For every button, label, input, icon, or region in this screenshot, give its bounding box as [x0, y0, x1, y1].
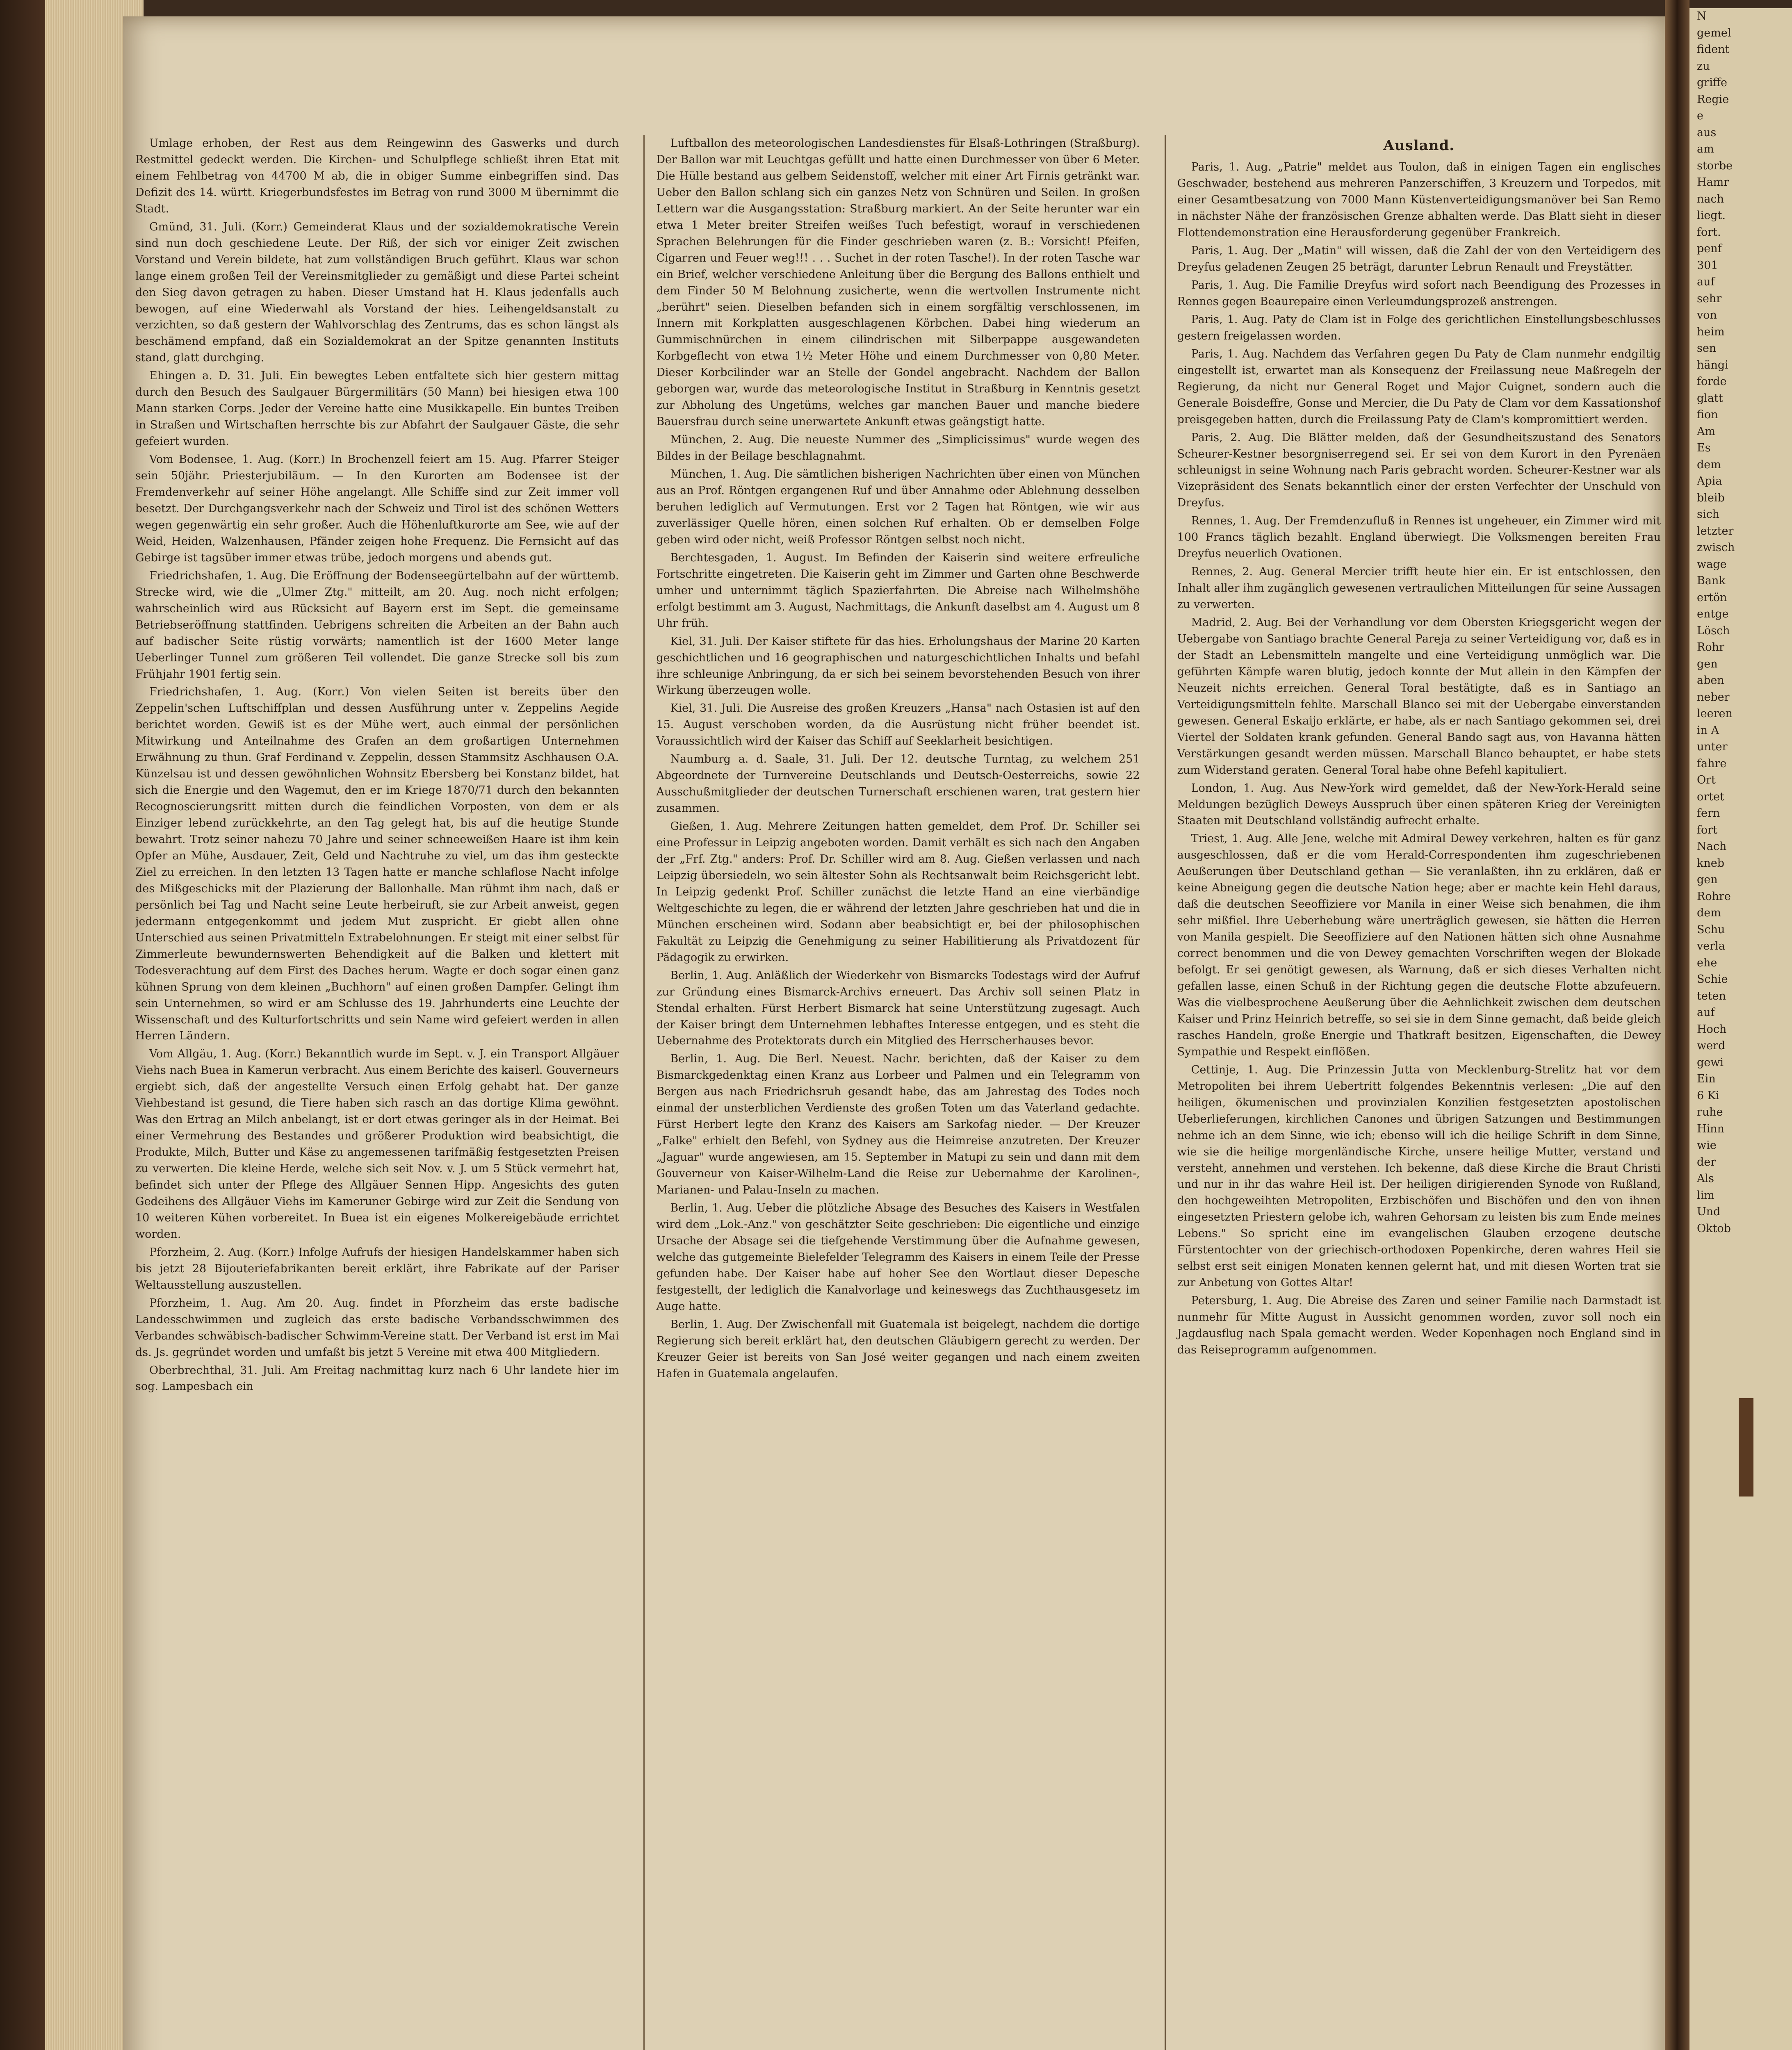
facing-page-line: penf [1697, 242, 1722, 255]
article-paragraph: Kiel, 31. Juli. Der Kaiser stiftete für das hies. Erholungshaus der Marine 20 Karten geschichtlichen und 16 geographischen und naturgeschichtlichen Inhalts und befahl ihre schleunige Anbringung, da er sich bei seinem bevorstehenden Besuch von ihrer Wirkung überzeugen wolle. [656, 635, 1140, 697]
facing-page-line: lim [1697, 1189, 1714, 1202]
article-paragraph: Friedrichshafen, 1. Aug. (Korr.) Von vielen Seiten ist bereits über den Zeppelin'schen Luftschiffplan und dessen Ausführung unter v. Zeppelins Aegide berichtet worden. Gewiß ist es der Mühe wert, auch einmal der persönlichen Mitwirkung und Anteilnahme des Grafen an dem großartigen Unternehmen Erwähnung zu thun. Graf Ferdinand v. Zeppelin, dessen Stammsitz Aschhausen O.A. Künzelsau ist und dessen gewöhnlichen Wohnsitz Ebersberg bei Konstanz bildet, hat sich die Energie und den Wagemut, den er im Kriege 1870/71 durch den bekannten Recognoscierungsritt mitten durch die feindlichen Vorposten, von dem er als Einziger lebend zurückkehrte, an den Tag gelegt hat, bis auf die heutige Stunde bewahrt. Trotz seiner nahezu 70 Jahre und seiner schneeweißen Haare ist ihm kein Opfer an Mühe, Ausdauer, Zeit, Geld und Nachtruhe zu viel, um das ihm gesteckte Ziel zu erreichen. In den letzten 13 Tagen hatte er manche schlaflose Nacht infolge des Mißgeschicks mit der Plazierung der Ballonhalle. Man rühmt ihm nach, daß er persönlich bei Tag und Nacht seine Leute herbeiruft, sie zur Arbeit anweist, gegen jedermann entgegenkommt und jedem Mut zuspricht. Er giebt allen ohne Unterschied aus seinen Privatmitteln Extrabelohnungen. Er steigt mit einer selbst für Zimmerleute bewundernswerten Behendigkeit auf die Balken und klettert mit Todesverachtung auf dem First des Daches herum. Wagte er doch sogar einen ganz kühnen Sprung von dem kleinen „Buchhorn" auf einen großen Dampfer. Gelingt ihm sein Unternehmen, so wird er am Schlusse des 19. Jahrhunderts eine Leuchte der Wissenschaft und des Kulturfortschritts und sein Name wird gefeiert werden in allen Herren Ländern. [135, 686, 619, 1043]
article-paragraph: Berchtesgaden, 1. August. Im Befinden der Kaiserin sind weitere erfreuliche Fortschritte eingetreten. Die Kaiserin geht im Zimmer und Garten ohne Beschwerde umher und unternimmt täglich Spazierfahrten. Die Abreise nach Wilhelmshöhe erfolgt bestimmt am 3. August, Nachmittags, die Ankunft daselbst am 4. August um 8 Uhr früh. [656, 551, 1140, 630]
article-paragraph: Gießen, 1. Aug. Mehrere Zeitungen hatten gemeldet, dem Prof. Dr. Schiller sei eine Professur in Leipzig angeboten worden. Damit verhält es sich nach den Angaben der „Frf. Ztg." anders: Prof. Dr. Schiller wird am 8. Aug. Gießen verlassen und nach Leipzig übersiedeln, wo sein ältester Sohn als Rechtsanwalt beim Reichsgericht lebt. In Leipzig gedenkt Prof. Schiller zunächst die letzte Hand an eine vierbändige Weltgeschichte zu legen, die er während der letzten Jahre geschrieben hat und die in München erscheinen wird. Sodann aber beabsichtigt er, bei der philosophischen Fakultät zu Leipzig die Genehmigung zu seiner Habilitierung als Privatdozent für Pädagogik zu erwirken. [656, 820, 1140, 964]
facing-page-line: Regie [1697, 93, 1729, 106]
article-paragraph: Berlin, 1. Aug. Anläßlich der Wiederkehr von Bismarcks Todestags wird der Aufruf zur Gründung eines Bismarck-Archivs erneuert. Das Archiv soll seinen Platz in Stendal erhalten. Fürst Herbert Bismarck hat seine Unterstützung zugesagt. Auch der Kaiser bringt dem Unternehmen lebhaftes Interesse entgegen, und es steht die Uebernahme des Protektorats durch ein Mitglied des Herrscherhauses bevor. [656, 969, 1140, 1048]
article-paragraph: Petersburg, 1. Aug. Die Abreise des Zaren und seiner Familie nach Darmstadt ist nunmehr für Mitte August in Aussicht genommen worden, zuvor soll noch ein Jagdausflug nach Spala gemacht werden. Weder Kopenhagen noch England sind in das Reiseprogramm aufgenommen. [1177, 1294, 1661, 1356]
facing-page-line: Rohre [1697, 890, 1731, 903]
facing-page-line: Oktob [1697, 1222, 1731, 1235]
article-paragraph: Berlin, 1. Aug. Ueber die plötzliche Absage des Besuches des Kaisers in Westfalen wird dem „Lok.-Anz." von geschätzter Seite geschrieben: Die eigentliche und einzige Ursache der Absage sei die tiefgehende Verstimmung über die Aufnahme gewesen, welche das gutgemeinte Bielefelder Telegramm des Kaisers in einem Teile der Presse gefunden habe. Der Kaiser habe auf hoher See den Wortlaut dieser Depesche festgestellt, der lediglich die Kanalvorlage und keineswegs das Zuchthausgesetz im Auge hatte. [656, 1202, 1140, 1313]
facing-page-line: gemel [1697, 26, 1731, 39]
text-columns [135, 135, 1661, 2050]
facing-page-line: Hamr [1697, 176, 1729, 189]
facing-page-line: ortet [1697, 790, 1724, 803]
facing-page-line: am [1697, 143, 1714, 155]
facing-page-line: Rohr [1697, 641, 1724, 654]
article-paragraph: München, 2. Aug. Die neueste Nummer des „Simplicissimus" wurde wegen des Bildes in der Beilage beschlagnahmt. [656, 433, 1140, 463]
facing-page-line: verla [1697, 940, 1725, 952]
facing-page-line: gen [1697, 873, 1718, 886]
article-paragraph: München, 1. Aug. Die sämtlichen bisherigen Nachrichten über einen von München aus an Prof. Röntgen ergangenen Ruf und über Annahme oder Ablehnung desselben beruhen lediglich auf Vermutungen. Erst vor 2 Tagen hat Röntgen, wie wir aus zuverlässiger Quelle hören, einen solchen Ruf erhalten. Ob er demselben Folge geben wird oder nicht, weiß Professor Röntgen selbst noch nicht. [656, 468, 1140, 546]
facing-page-line: Hoch [1697, 1023, 1727, 1036]
facing-page-line: Bank [1697, 574, 1726, 587]
facing-page-line: ertön [1697, 591, 1727, 604]
article-paragraph: Triest, 1. Aug. Alle Jene, welche mit Admiral Dewey verkehren, halten es für ganz ausgeschlossen, daß er die vom Herald-Correspondenten ihm zugeschriebenen Aeußerungen über Deutschland gethan — Sie veranlaßten, ihn zu erklären, daß er keine Abneigung gegen die deutsche Nation hege; aber er machte kein Hehl daraus, daß die deutschen Seeoffiziere vor Manila in einer Weise sich benahmen, die ihm sehr mißfiel. Ihre Ueberhebung wäre unerträglich gewesen, sie hätten die Herren von Manila gespielt. Die Seeoffiziere auf den Nationen hätten sich ohne Ausnahme correct benommen und die von Dewey gemachten Vorschriften wegen der Blokade befolgt. Er sei genötigt gewesen, als Warnung, daß er sich dieses Verhalten nicht gefallen lasse, einen Schuß in der Richtung gegen die deutsche Flotte abzufeuern. Was die vielbesprochene Aeußerung über die Aehnlichkeit zwischen dem deutschen Kaiser und Prinz Heinrich betreffe, so sei sie in dem Sinne gemacht, daß beide gleich rasches Handeln, große Energie und Thatkraft besitzen, Eigenschaften, die Dewey Sympathie und Respekt einflößen. [1177, 832, 1661, 1058]
column-2 [643, 135, 1140, 2050]
facing-page-line: Hinn [1697, 1122, 1724, 1135]
facing-page-line: Als [1697, 1172, 1714, 1185]
facing-page-line: auf [1697, 1006, 1715, 1019]
facing-page-line: fahre [1697, 757, 1727, 770]
facing-page-line: wage [1697, 558, 1727, 571]
facing-page-line: 301 [1697, 259, 1718, 272]
facing-page-line: liegt. [1697, 209, 1726, 222]
facing-page-line: kneb [1697, 856, 1725, 870]
facing-page-line: aus [1697, 126, 1717, 139]
facing-page-line: entge [1697, 608, 1729, 620]
article-paragraph: Madrid, 2. Aug. Bei der Verhandlung vor dem Obersten Kriegsgericht wegen der Uebergabe von Santiago brachte General Pareja zu seiner Verteidigung vor, daß es in der Stadt an Lebensmitteln mangelte und eine Verteidigung unmöglich war. Die geführten Kämpfe waren blutig, jedoch konnte der Mut allein in den Kämpfen der Neuzeit nichts erreichen. General Toral bestätigte, daß es in Santiago an Verteidigungsmitteln fehlte. Marschall Blanco sei mit der Uebergabe einverstanden gewesen. General Eskaijo erklärte, er habe, als er nach Santiago gekommen sei, drei Viertel der Soldaten krank gefunden. General Bando sagt aus, von Havanna hätten Verstärkungen gesandt werden müssen. Marschall Blanco behauptet, er habe stets zum Widerstand geraten. General Toral habe ohne Befehl kapituliert. [1177, 616, 1661, 777]
facing-page-line: forde [1697, 375, 1727, 388]
facing-page-line: Es [1697, 442, 1711, 454]
facing-page-line: zu [1697, 59, 1710, 73]
article-paragraph: Berlin, 1. Aug. Die Berl. Neuest. Nachr. berichten, daß der Kaiser zu dem Bismarckgedenktag einen Kranz aus Lorbeer und Palmen und ein Telegramm von Bergen aus nach Friedrichsruh gesandt habe, das am Jahrestag des Todes noch einmal der unsterblichen Verdienste des großen Toten um das Vaterland gedachte. Fürst Herbert legte den Kranz des Kaisers am Sarkofag nieder. — Der Kreuzer „Falke" erhielt den Befehl, von Sydney aus die Heimreise anzutreten. Der Kreuzer „Jaguar" wurde angewiesen, am 15. September in Matupi zu sein und dann mit dem Gouverneur von Kaiser-Wilhelm-Land die Reise zur Uebernahme der Karolinen-, Marianen- und Palau-Inseln zu machen. [656, 1052, 1140, 1197]
facing-page-line: N [1697, 10, 1707, 23]
article-paragraph: Kiel, 31. Juli. Die Ausreise des großen Kreuzers „Hansa" nach Ostasien ist auf den 15. August verschoben worden, da die Ausrüstung nicht früher beendet ist. Voraussichtlich wird der Kaiser das Schiff auf Seeklarheit besichtigen. [656, 702, 1140, 748]
facing-page-line: dem [1697, 907, 1721, 919]
article-paragraph: Gmünd, 31. Juli. (Korr.) Gemeinderat Klaus und der sozialdemokratische Verein sind nun doch geschiedene Leute. Der Riß, der sich vor einiger Zeit zwischen Vorstand und Verein bildete, hat zum vollständigen Bruch geführt. Klaus war schon lange einem großen Teil der Vereinsmitglieder zu gemäßigt und diese Partei scheint den Sieg davon getragen zu haben. Dieser Umstand hat H. Klaus jedenfalls auch bewogen, auf eine Wiederwahl als Vorstand der hies. Leihengeldsanstalt zu verzichten, so daß gestern der Wahlvorschlag des Zentrums, das es schon längst als beschämend empfand, daß ein Sozialdemokrat an der Spitze genannten Instituts stand, glatt durchging. [135, 220, 619, 364]
facing-page-line: neber [1697, 690, 1730, 704]
facing-page-line: griffe [1697, 76, 1727, 89]
article-paragraph: Luftballon des meteorologischen Landesdienstes für Elsaß-Lothringen (Straßburg). Der Ballon war mit Leuchtgas gefüllt und hatte einen Durchmesser von über 6 Meter. Die Hülle bestand aus gelbem Seidenstoff, welcher mit einer Art Firnis getränkt war. Ueber den Ballon schlang sich ein ganzes Netz von Schnüren und Seilen. In großen Lettern war die Ausgangsstation: Straßburg markiert. An der Seite herunter war ein etwa 1 Meter breiter Streifen weißes Tuch befestigt, worauf in verschiedenen Sprachen Belehrungen für die Finder geschrieben waren (z. B.: Vorsicht! Pfeifen, Cigarren und Feuer weg!!! . . . Suchet in der roten Tasche!). In der roten Tasche war ein Brief, welcher verschiedene Anleitung über die Bergung des Ballons enthielt und dem Finder 50 M Belohnung zusicherte, wenn die wertvollen Instrumente nicht „berührt" seien. Dieselben befanden sich in einem sorgfältig verschlossenen, im Innern mit Korkplatten ausgeschlagenen Körbchen. Dabei hing wiederum an Gummischnürchen in einem cilindrischen mit Silberpappe ausgewandeten Korbgeflecht von etwa 1½ Meter Höhe und einem Durchmesser von 0,80 Meter. Dieser Korbcilinder war an Stelle der Gondel angebracht. Nachdem der Ballon geborgen war, wurde das meteorologische Institut in Straßburg in Kenntnis gesetzt zur Abholung des Ungetüms, welches gar manchen Bauer und manche biedere Bauersfrau durch seine unerwartete Ankunft etwas geängstigt hatte. [656, 137, 1140, 428]
facing-page-line: bleib [1697, 491, 1725, 504]
article-paragraph: Paris, 1. Aug. Nachdem das Verfahren gegen Du Paty de Clam nunmehr endgiltig eingestellt ist, erwartet man als Konsequenz der Freilassung neue Maßregeln der Regierung, da nicht nur General Roget und Major Cuignet, sondern auch die Generale Boisdeffre, Gonse und Mercier, die Du Paty de Clam vor dem Kassationshof preisgegeben hatten, durch die Freilassung Paty de Clam's kompromittiert werden. [1177, 347, 1661, 426]
article-paragraph: Umlage erhoben, der Rest aus dem Reingewinn des Gaswerks und durch Restmittel gedeckt werden. Die Kirchen- und Schulpflege schließt ihren Etat mit einem Fehlbetrag von 44700 M ab, die in obiger Summe einbegriffen sind. Das Defizit des 14. württ. Kriegerbundsfestes im Betrag von rund 3000 M übernimmt die Stadt. [135, 137, 619, 215]
article-paragraph: Paris, 1. Aug. Die Familie Dreyfus wird sofort nach Beendigung des Prozesses in Rennes gegen Beaurepaire einen Verleumdungsprozeß anstrengen. [1177, 278, 1661, 308]
facing-page-line: sich [1697, 508, 1720, 521]
facing-page-line: Ein [1697, 1073, 1716, 1085]
article-paragraph: Paris, 2. Aug. Die Blätter melden, daß der Gesundheitszustand des Senators Scheurer-Kestner besorgniserregend sei. Er sei von dem Kurort in den Pyrenäen schleunigst in seine Wohnung nach Paris gebracht worden. Scheurer-Kestner war als Vizepräsident des Senats bekanntlich einer der ersten Verfechter der Unschuld von Dreyfus. [1177, 431, 1661, 510]
article-paragraph: Rennes, 2. Aug. General Mercier trifft heute hier ein. Er ist entschlossen, den Inhalt aller ihm zugänglich gewesenen vertraulichen Mitteilungen für seine Aussagen zu verwerten. [1177, 565, 1661, 611]
article-paragraph: Naumburg a. d. Saale, 31. Juli. Der 12. deutsche Turntag, zu welchem 251 Abgeordnete der Turnvereine Deutschlands und Deutsch-Oesterreichs, sowie 22 Ausschußmitglieder der deutschen Turnerschaft erschienen waren, trat gestern hier zusammen. [656, 753, 1140, 815]
facing-page-line: letzter [1697, 524, 1734, 538]
facing-page-line: Schu [1697, 923, 1725, 936]
article-paragraph: Paris, 1. Aug. Der „Matin" will wissen, daß die Zahl der von den Verteidigern des Dreyfus geladenen Zeugen 25 beträgt, darunter Lebrun Renault und Freystätter. [1177, 244, 1661, 274]
article-paragraph: Paris, 1. Aug. Paty de Clam ist in Folge des gerichtlichen Einstellungsbeschlusses gestern freigelassen worden. [1177, 313, 1661, 342]
facing-page-line: fern [1697, 807, 1720, 820]
facing-page-line: nach [1697, 192, 1724, 205]
facing-page-line: sehr [1697, 292, 1722, 305]
article-paragraph: Oberbrechthal, 31. Juli. Am Freitag nachmittag kurz nach 6 Uhr landete hier im sog. Lampesbach ein [135, 1364, 619, 1393]
facing-page-line: fion [1697, 408, 1718, 421]
facing-page-line: der [1697, 1155, 1716, 1168]
facing-page-line: aben [1697, 674, 1724, 687]
facing-page-line: Lösch [1697, 624, 1730, 637]
facing-page-line: sen [1697, 342, 1717, 355]
facing-page-line: gen [1697, 657, 1718, 670]
article-paragraph: Cettinje, 1. Aug. Die Prinzessin Jutta von Mecklenburg-Strelitz hat vor dem Metropoliten bei ihrem Uebertritt folgendes Bekenntnis verlesen: „Die auf den heiligen, ökumenischen und provinzialen Konzilien festgesetzten apostolischen Ueberlieferungen, kirchlichen Canones und übrigen Satzungen und Bestimmungen nehme ich an dem Sinne, wie ich; ebenso will ich die heilige Schrift in dem Sinne, wie sie die heilige morgenländische Kirche, unsere heilige Mutter, verstand und versteht, annehmen und verstehen. Ich bekenne, daß diese Kirche die Braut Christi und nur in ihr das wahre Heil ist. Der heiligen dirigierenden Synode von Rußland, den hochgeweihten Metropoliten, Erzbischöfen und Bischöfen und den von ihnen eingesetzten Priestern gelobe ich, wahren Gehorsam zu leisten bis zum Ende meines Lebens." So spricht eine im evangelischen Glauben erzogene deutsche Fürstentochter von der griechisch-orthodoxen Popenkirche, deren wahres Heil sie selbst erst seit einigen Monaten kennen gelernt hat, und mit diesen Worten trat sie zur Anbetung von Gottes Altar! [1177, 1063, 1661, 1289]
section-heading-ausland: Ausland. [1383, 137, 1455, 154]
facing-page-line: fident [1697, 43, 1730, 56]
facing-page-fragment [1689, 8, 1792, 2050]
facing-page-line: Am [1697, 425, 1716, 438]
article-paragraph: Berlin, 1. Aug. Der Zwischenfall mit Guatemala ist beigelegt, nachdem die dortige Regierung sich bereit erklärt hat, den deutschen Gläubigern gerecht zu werden. Der Kreuzer Geier ist bereits von San José weiter gegangen und nach einem zweiten Hafen in Guatemala angelaufen. [656, 1318, 1140, 1380]
article-paragraph: Paris, 1. Aug. „Patrie" meldet aus Toulon, daß in einigen Tagen ein englisches Geschwader, bestehend aus mehreren Panzerschiffen, 3 Kreuzern und Torpedos, mit einer Gesamtbesatzung von 7000 Mann Küstenverteidigungsmanöver bei San Remo in nächster Nähe der französischen Grenze abhalten werde. Das Blatt sieht in dieser Flottendemonstration eine Herausforderung gegenüber Frankreich. [1177, 161, 1661, 239]
article-paragraph: Rennes, 1. Aug. Der Fremdenzufluß in Rennes ist ungeheuer, ein Zimmer wird mit 100 Francs täglich bezahlt. England überwiegt. Die Volksmengen bereiten Frau Dreyfus neuerlich Ovationen. [1177, 515, 1661, 560]
facing-page-line: fort. [1697, 226, 1721, 239]
column-3 [1165, 135, 1661, 2050]
facing-page-line: storbe [1697, 159, 1733, 172]
facing-page-line: dem [1697, 458, 1721, 471]
facing-page-line: glatt [1697, 392, 1723, 405]
page-clip [1739, 1398, 1753, 1496]
facing-page-line: e [1697, 109, 1703, 122]
column-1 [135, 135, 619, 2050]
article-paragraph: Pforzheim, 1. Aug. Am 20. Aug. findet in Pforzheim das erste badische Landesschwimmen und zugleich das erste badische Verbandsschwimmen des Verbandes schwäbisch-badischer Schwimm-Vereine statt. Der Verband ist erst im Mai ds. Js. gegründet worden und umfaßt bis jetzt 5 Vereine mit etwa 400 Mitgliedern. [135, 1296, 619, 1359]
facing-page-line: zwisch [1697, 541, 1735, 554]
facing-page-line: Schie [1697, 973, 1728, 986]
facing-page-line: ruhe [1697, 1106, 1723, 1118]
facing-page-line: Ort [1697, 774, 1716, 786]
facing-page-line: in A [1697, 724, 1719, 737]
facing-page-line: heim [1697, 325, 1725, 338]
article-paragraph: Pforzheim, 2. Aug. (Korr.) Infolge Aufrufs der hiesigen Handelskammer haben sich bis jetzt 28 Bijouteriefabrikanten bereit erklärt, ihre Fabrikate auf der Pariser Weltausstellung auszustellen. [135, 1246, 619, 1292]
facing-page-line: Nach [1697, 840, 1727, 853]
facing-page-line: wie [1697, 1139, 1717, 1152]
article-paragraph: London, 1. Aug. Aus New-York wird gemeldet, daß der New-York-Herald seine Meldungen bezüglich Deweys Ausspruch über einen späteren Krieg der Vereinigten Staaten mit Deutschland vollständig aufrecht erhalte. [1177, 781, 1661, 827]
article-paragraph: Vom Bodensee, 1. Aug. (Korr.) In Brochenzell feiert am 15. Aug. Pfarrer Steiger sein 50jähr. Priesterjubiläum. — In den Kurorten am Bodensee ist der Fremdenverkehr auf seiner Höhe angelangt. Alle Schiffe sind zur Zeit immer voll besetzt. Der Durchgangsverkehr nach der Schweiz und Tirol ist des schönen Wetters wegen gegenwärtig ein sehr großer. Auch die Höhenluftkurorte am See, wie auf der Weid, Heiden, Walzenhausen, Pfänder zeigen hohe Frequenz. Die Fernsicht auf das Gebirge ist tagsüber immer etwas trübe, jedoch morgens und abends gut. [135, 453, 619, 564]
facing-page-line: unter [1697, 740, 1728, 753]
article-paragraph: Vom Allgäu, 1. Aug. (Korr.) Bekanntlich wurde im Sept. v. J. ein Transport Allgäuer Viehs nach Buea in Kamerun verbracht. Aus einem Berichte des kaiserl. Gouverneurs ergiebt sich, daß der angestellte Versuch einen Erfolg gehabt hat. Der ganze Viehbestand ist gesund, die Tiere haben sich rasch an das dortige Klima gewöhnt. Was den Ertrag an Milch anbelangt, ist er dort etwas geringer als in der Heimat. Bei einer Vermehrung des Bestandes und größerer Produktion wird beabsichtigt, die Produkte, Milch, Butter und Käse zu angemessenen tarifmäßig festgesetzten Preisen zu verwerten. Die kleine Herde, welche sich seit Nov. v. J. um 5 Stück vermehrt hat, befindet sich unter der Pflege des Allgäuer Sennen Hipp. Angesichts des guten Gedeihens des Allgäuer Viehs im Kameruner Gebirge wird zur Zeit die Sendung von 10 weiteren Kühen vorbereitet. In Buea ist ein eigenes Molkereigebäude errichtet worden. [135, 1048, 619, 1241]
facing-page-line: leeren [1697, 707, 1733, 720]
facing-page-line: 6 Ki [1697, 1089, 1719, 1102]
facing-page-line: fort [1697, 823, 1718, 836]
facing-page-line: hängi [1697, 358, 1728, 371]
facing-page-line: auf [1697, 276, 1715, 288]
facing-page-line: von [1697, 309, 1717, 321]
facing-page-line: Apia [1697, 475, 1722, 487]
facing-page-line: gewi [1697, 1056, 1724, 1069]
article-paragraph: Friedrichshafen, 1. Aug. Die Eröffnung der Bodenseegürtelbahn auf der württemb. Strecke wird, wie die „Ulmer Ztg." mitteilt, am 20. Aug. noch nicht erfolgen; wahrscheinlich wird aus Rücksicht auf Bayern erst im Sept. die gemeinsame Betriebseröffnung stattfinden. Uebrigens schreiten die Arbeiten an der Bahn auch auf badischer Seite rüstig vorwärts; namentlich ist der 1600 Meter lange Ueberlinger Tunnel zum größeren Teil vollendet. Die ganze Strecke soll bis zum Frühjahr 1901 fertig sein. [135, 569, 619, 681]
facing-page-line: ehe [1697, 956, 1717, 969]
article-paragraph: Ehingen a. D. 31. Juli. Ein bewegtes Leben entfaltete sich hier gestern mittag durch den Besuch des Saulgauer Bürgermilitärs (50 Mann) bei hiesigen etwa 100 Mann starken Corps. Jeder der Vereine hatte eine Musikkapelle. Ein buntes Treiben in Straßen und Wirtschaften herrschte bis zur Abfahrt der Saulgauer Gäste, die sehr gefeiert wurden. [135, 369, 619, 448]
facing-page-line: Und [1697, 1205, 1721, 1218]
facing-page-line: teten [1697, 989, 1726, 1002]
book-gutter [1665, 0, 1689, 2050]
facing-page-line: werd [1697, 1039, 1726, 1052]
